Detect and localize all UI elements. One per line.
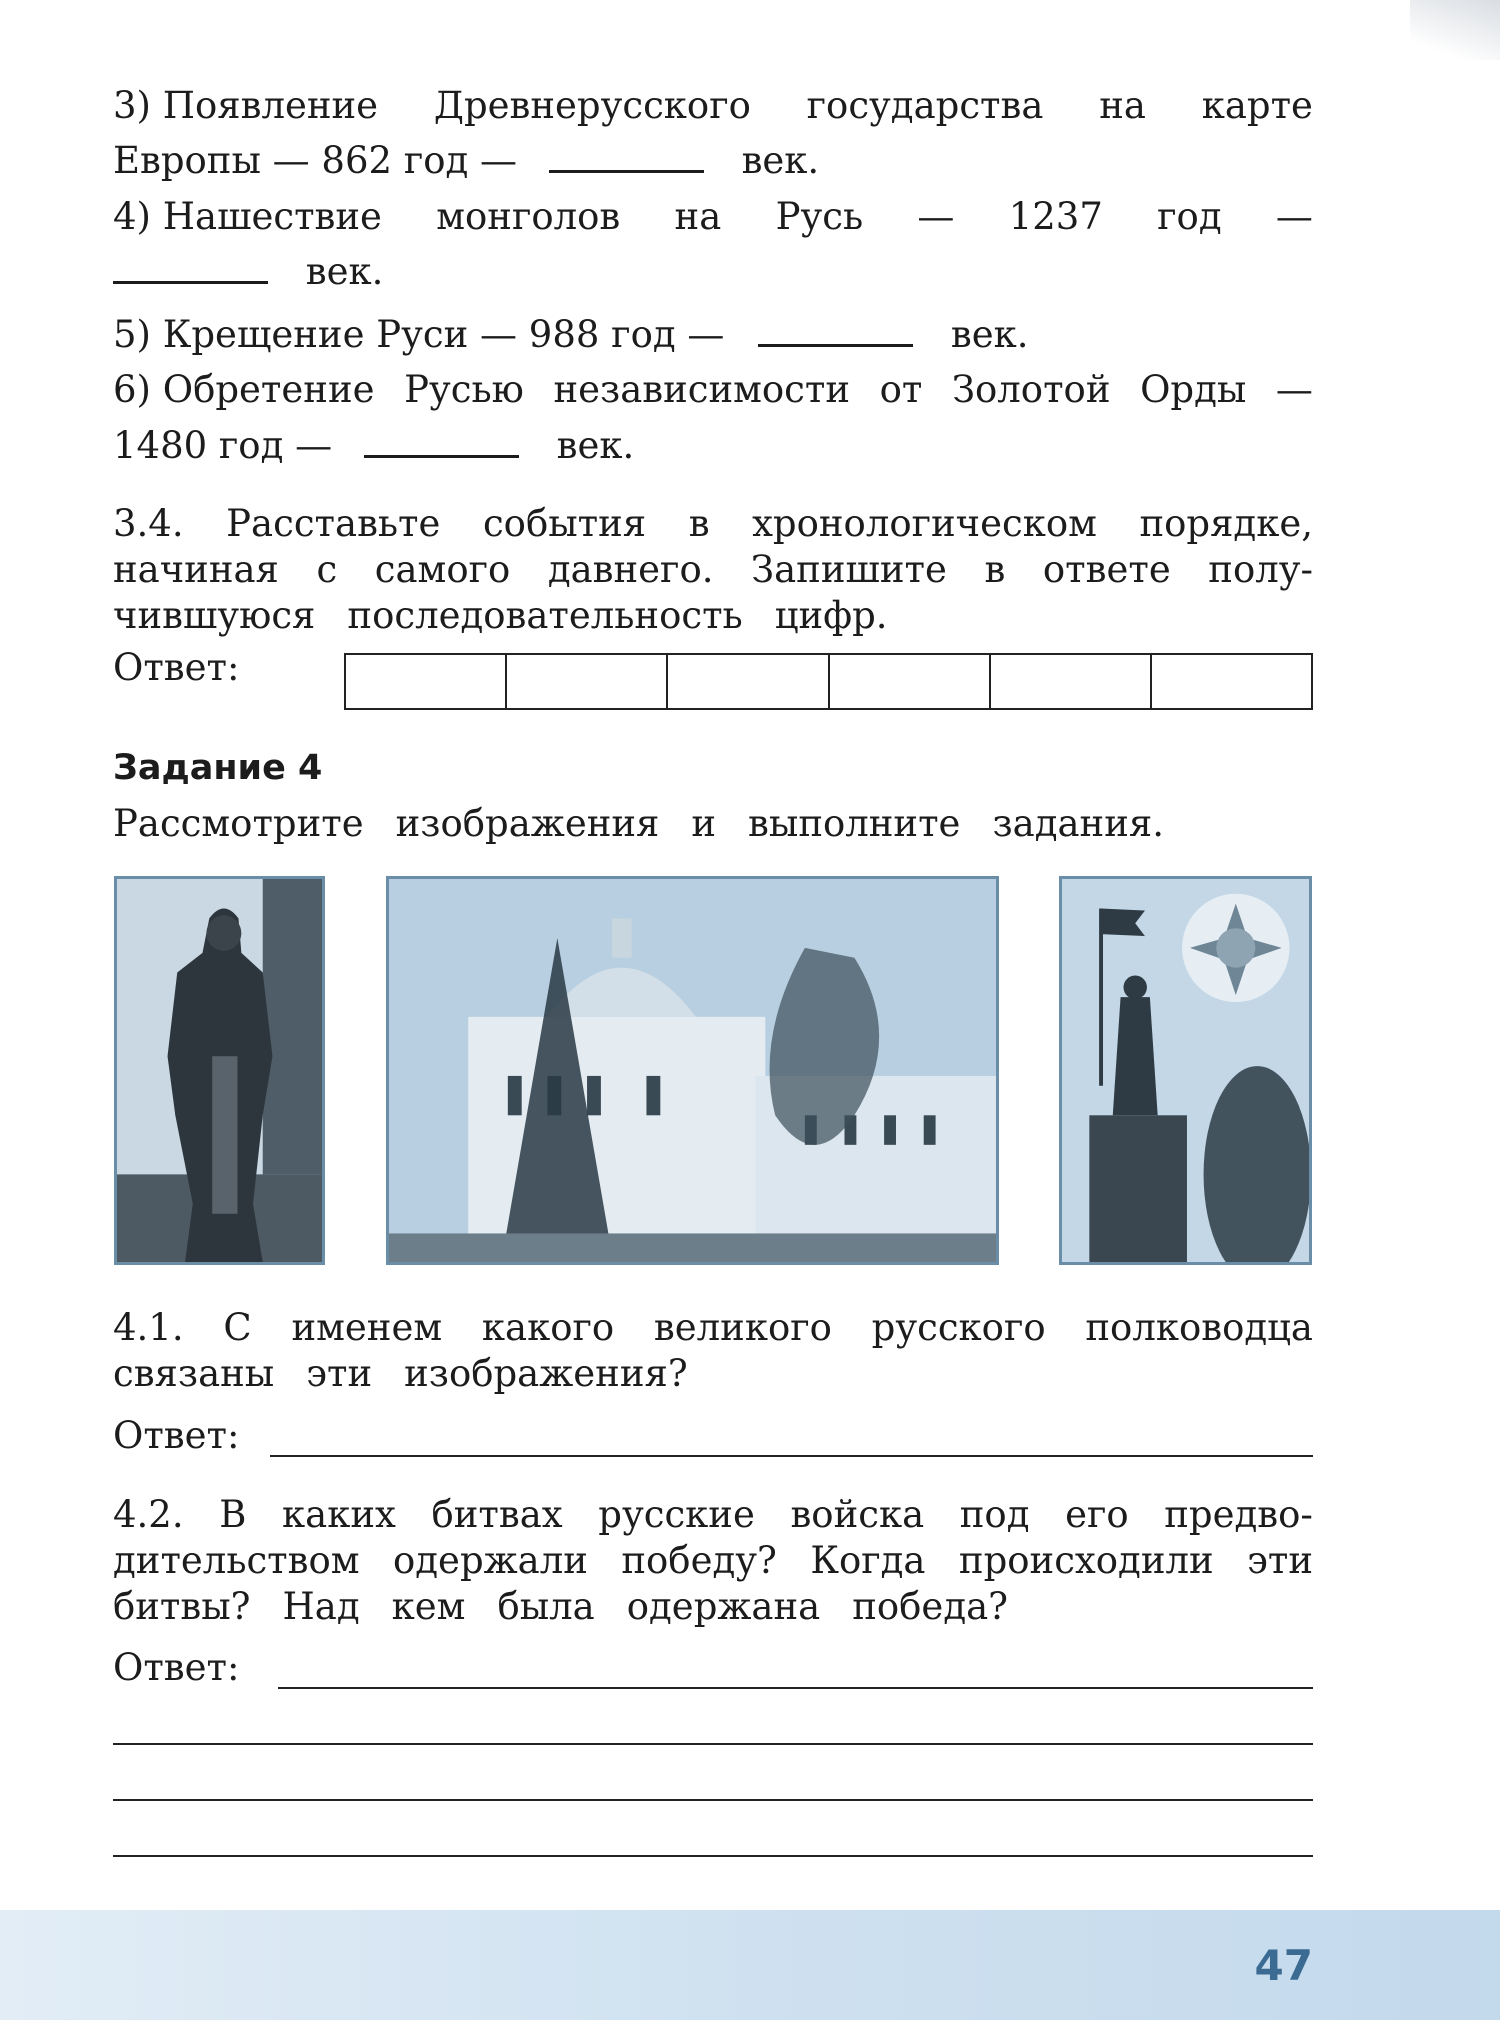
item-4-blank[interactable] <box>113 251 268 284</box>
word: 4.2. <box>113 1493 184 1536</box>
q-4-2-answer-line[interactable] <box>113 1855 1313 1857</box>
word: — <box>917 195 955 238</box>
item-6-text: 1480 год — <box>113 424 333 467</box>
word: ответе <box>1042 548 1171 591</box>
word: монголов <box>436 195 621 238</box>
word: именем <box>291 1306 443 1349</box>
task-4-intro <box>113 802 1313 846</box>
item-4-suffix: век. <box>305 250 384 293</box>
monument-photo <box>1059 876 1312 1265</box>
word: 1237 <box>1008 195 1103 238</box>
word: победа? <box>852 1585 1009 1628</box>
word: выполните <box>748 802 961 845</box>
word: одержали <box>393 1539 588 1582</box>
word: — <box>1275 195 1313 238</box>
answer-cell[interactable] <box>1152 655 1311 708</box>
page-number: 47 <box>1254 1941 1313 1990</box>
word: задания. <box>992 802 1164 845</box>
word: цифр. <box>774 594 888 637</box>
word: в <box>688 502 710 545</box>
q-4-1-line-1 <box>113 1306 1313 1350</box>
item-3-suffix: век. <box>741 139 820 182</box>
word: Когда <box>810 1539 926 1582</box>
answer-cell[interactable] <box>668 655 829 708</box>
q-4-1-answer-label: Ответ: <box>113 1414 240 1457</box>
word: карте <box>1201 84 1313 127</box>
item-6-blank[interactable] <box>364 425 519 458</box>
word: полу- <box>1208 548 1313 591</box>
word: одержана <box>626 1585 821 1628</box>
word: 3) Появление <box>113 84 379 127</box>
word: давнего. <box>547 548 714 591</box>
word: русские <box>598 1493 755 1536</box>
word: русского <box>871 1306 1046 1349</box>
item-3-text: Европы — 862 год — <box>113 139 518 182</box>
q-4-2-line-2 <box>113 1539 1313 1583</box>
word: полководца <box>1085 1306 1313 1349</box>
word: каких <box>282 1493 396 1536</box>
word: хронологическом <box>752 502 1097 545</box>
q-4-2-answer-line[interactable] <box>113 1743 1313 1745</box>
item-6-line-1 <box>113 368 1313 412</box>
item-5-text: 5) Крещение Руси — 988 год — <box>113 313 725 356</box>
word: связаны <box>113 1352 275 1395</box>
word: в <box>984 548 1006 591</box>
q-4-2-answer-line[interactable] <box>278 1687 1313 1689</box>
word: предво- <box>1164 1493 1313 1536</box>
word: битвах <box>431 1493 563 1536</box>
word: с <box>316 548 338 591</box>
word: Орды <box>1140 368 1247 411</box>
answer-cell[interactable] <box>507 655 668 708</box>
item-3-blank[interactable] <box>549 140 704 173</box>
q-4-2-line-1 <box>113 1493 1313 1537</box>
cathedral-photo <box>386 876 999 1265</box>
word: Древнерусского <box>433 84 751 127</box>
task-3-4-line-2 <box>113 548 1313 592</box>
word: независимости <box>553 368 851 411</box>
q-4-2-line-3 <box>113 1585 1313 1629</box>
word: от <box>879 368 923 411</box>
word: войска <box>790 1493 925 1536</box>
task-3-4-answer-label: Ответ: <box>113 646 240 689</box>
word: последовательность <box>347 594 743 637</box>
word: 4.1. <box>113 1306 184 1349</box>
word: Русь <box>775 195 864 238</box>
word: происходили <box>958 1539 1214 1582</box>
answer-cell[interactable] <box>830 655 991 708</box>
word: С <box>223 1306 252 1349</box>
word: 6) Обретение <box>113 368 375 411</box>
task-4-heading: Задание 4 <box>113 748 323 788</box>
word: дительством <box>113 1539 360 1582</box>
word: победу? <box>621 1539 777 1582</box>
word: государства <box>806 84 1044 127</box>
word: кем <box>391 1585 466 1628</box>
word: 3.4. <box>113 502 184 545</box>
word: 4) Нашествие <box>113 195 382 238</box>
q-4-1-line-2 <box>113 1352 1313 1396</box>
word: и <box>691 802 717 845</box>
word: была <box>497 1585 595 1628</box>
word: битвы? <box>113 1585 251 1628</box>
word: под <box>959 1493 1030 1536</box>
word: Расставьте <box>226 502 441 545</box>
word: Русью <box>404 368 524 411</box>
word: самого <box>374 548 511 591</box>
item-5-suffix: век. <box>950 313 1029 356</box>
task-3-4-line-3 <box>113 594 1313 638</box>
word: на <box>1099 84 1146 127</box>
word: Золотой <box>951 368 1111 411</box>
word: великого <box>653 1306 832 1349</box>
answer-sequence-grid <box>344 653 1313 710</box>
word: начиная <box>113 548 279 591</box>
page-corner-shadow <box>1410 0 1500 60</box>
word: события <box>482 502 647 545</box>
item-6-suffix: век. <box>556 424 635 467</box>
word: Запишите <box>751 548 947 591</box>
item-6-line-2 <box>113 424 1313 468</box>
word: какого <box>481 1306 615 1349</box>
word: на <box>674 195 722 238</box>
answer-cell[interactable] <box>991 655 1152 708</box>
word: — <box>1275 368 1313 411</box>
word: эти <box>306 1352 373 1395</box>
item-3-line-1 <box>113 84 1313 128</box>
item-5-blank[interactable] <box>758 314 913 347</box>
word: порядке, <box>1139 502 1313 545</box>
word: эти <box>1247 1539 1313 1582</box>
item-4-line-2 <box>113 250 1313 294</box>
word: Рассмотрите <box>113 802 364 845</box>
q-4-2-answer-label: Ответ: <box>113 1646 240 1689</box>
knight-statue-photo <box>114 876 325 1265</box>
word: его <box>1065 1493 1129 1536</box>
word: год <box>1157 195 1222 238</box>
word: Над <box>282 1585 360 1628</box>
task-3-4-line-1 <box>113 502 1313 546</box>
item-5-line <box>113 313 1313 357</box>
word: чившуюся <box>113 594 316 637</box>
word: изображения <box>395 802 660 845</box>
q-4-2-answer-line[interactable] <box>113 1799 1313 1801</box>
q-4-1-answer-line[interactable] <box>270 1455 1313 1457</box>
answer-cell[interactable] <box>346 655 507 708</box>
item-3-line-2 <box>113 139 1313 183</box>
word: В <box>219 1493 247 1536</box>
item-4-line-1 <box>113 195 1313 239</box>
word: изображения? <box>404 1352 688 1395</box>
